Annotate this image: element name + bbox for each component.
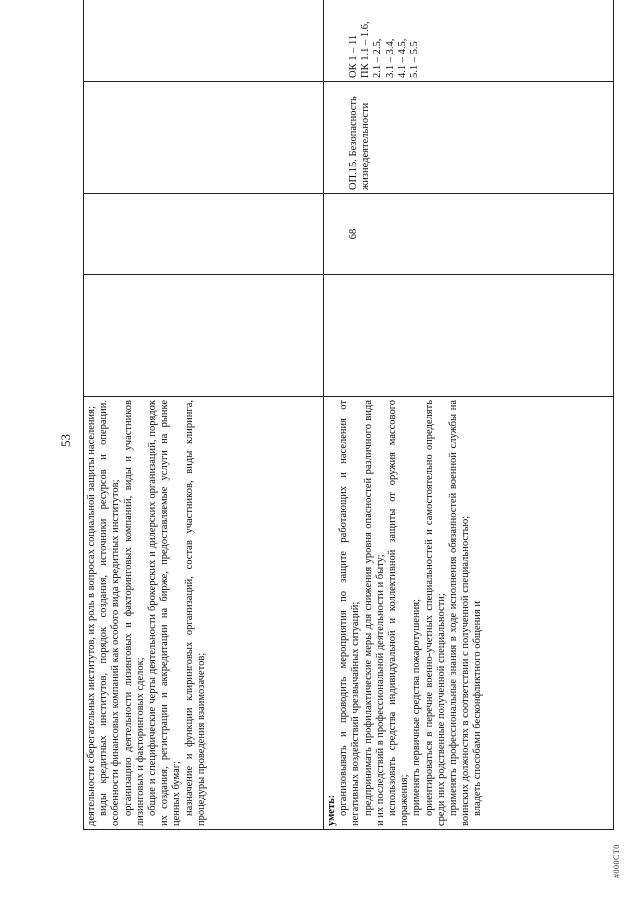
competency-line: 4.1 – 4.5, xyxy=(396,38,408,78)
paragraph: применять профессиональные знания в ходе исполнения обязанностей военной службы на воинских должностях в соответствии с полученной специальностью; xyxy=(448,400,472,826)
page-number: 53 xyxy=(58,434,73,447)
paragraph: применять первичные средства пожаротушения; xyxy=(411,598,423,816)
paragraph: организацию деятельности лизинговых и факторинговых компаний, виды и участников лизинговых и факторинговых сделок; xyxy=(122,400,146,826)
competency-line: 2.1 – 2.5, xyxy=(372,38,384,78)
paragraph: использовать средства индивидуальной и коллективной защиты от оружия массового поражения; xyxy=(387,400,411,826)
competencies-cell xyxy=(324,0,614,82)
skills-heading: уметь: xyxy=(326,794,337,826)
empty-cell xyxy=(324,275,614,397)
table-row xyxy=(324,0,614,830)
paragraph: предпринимать профилактические меры для снижения уровня опасностей различного вида и их последствий в профессиональной деятельности и быту; xyxy=(362,400,386,826)
curriculum-table xyxy=(83,0,614,830)
paragraph: ориентироваться в перечне военно-учетных специальностей и самостоятельно определять среди них родственные полученной специальности; xyxy=(423,400,447,826)
knowledge-cell xyxy=(84,397,324,830)
competency-line: ПК 1.1 – 1.6, xyxy=(360,21,372,78)
paragraph: общие и специфические черты деятельности брокерских и дилерских организаций, порядок их создания, регистрации и аккредитации на бирже, предоставляемые услуги на рынке ценных бумаг; xyxy=(147,400,183,826)
skills-cell xyxy=(324,397,614,830)
hours-cell: 68 xyxy=(324,194,614,275)
paragraph: деятельности сберегательных институтов, их роль в вопросах социальной защиты населения; xyxy=(86,406,97,826)
paragraph: назначение и функции клиринговых организаций, состав участников, виды клиринга, процедуры проведения взаимозачетов; xyxy=(183,400,207,826)
competency-line: 3.1 – 3.4, xyxy=(384,38,396,78)
competency-line: ОК 1 – 11 xyxy=(348,34,359,78)
table-row xyxy=(84,0,324,830)
empty-cell xyxy=(84,275,324,397)
scan-stamp: #000CT0 xyxy=(612,844,621,878)
paragraph: владеть способами бесконфликтного общения и xyxy=(472,601,484,816)
empty-cell xyxy=(84,0,324,82)
discipline-cell: ОП.15. Безопасность жизнедеятельности xyxy=(324,82,614,194)
empty-cell xyxy=(84,82,324,194)
paragraph: виды кредитных институтов, порядок создания, источники ресурсов и операции. особенности финансовых компаний как особого вида кредитных институтов; xyxy=(98,400,122,826)
competency-line: 5.1 – 5.5 xyxy=(409,41,421,78)
rotated-table-container xyxy=(83,21,613,830)
empty-cell xyxy=(84,194,324,275)
paragraph: организовывать и проводить мероприятия по защите работающих и населения от негативных воздействий чрезвычайных ситуаций; xyxy=(338,400,362,826)
